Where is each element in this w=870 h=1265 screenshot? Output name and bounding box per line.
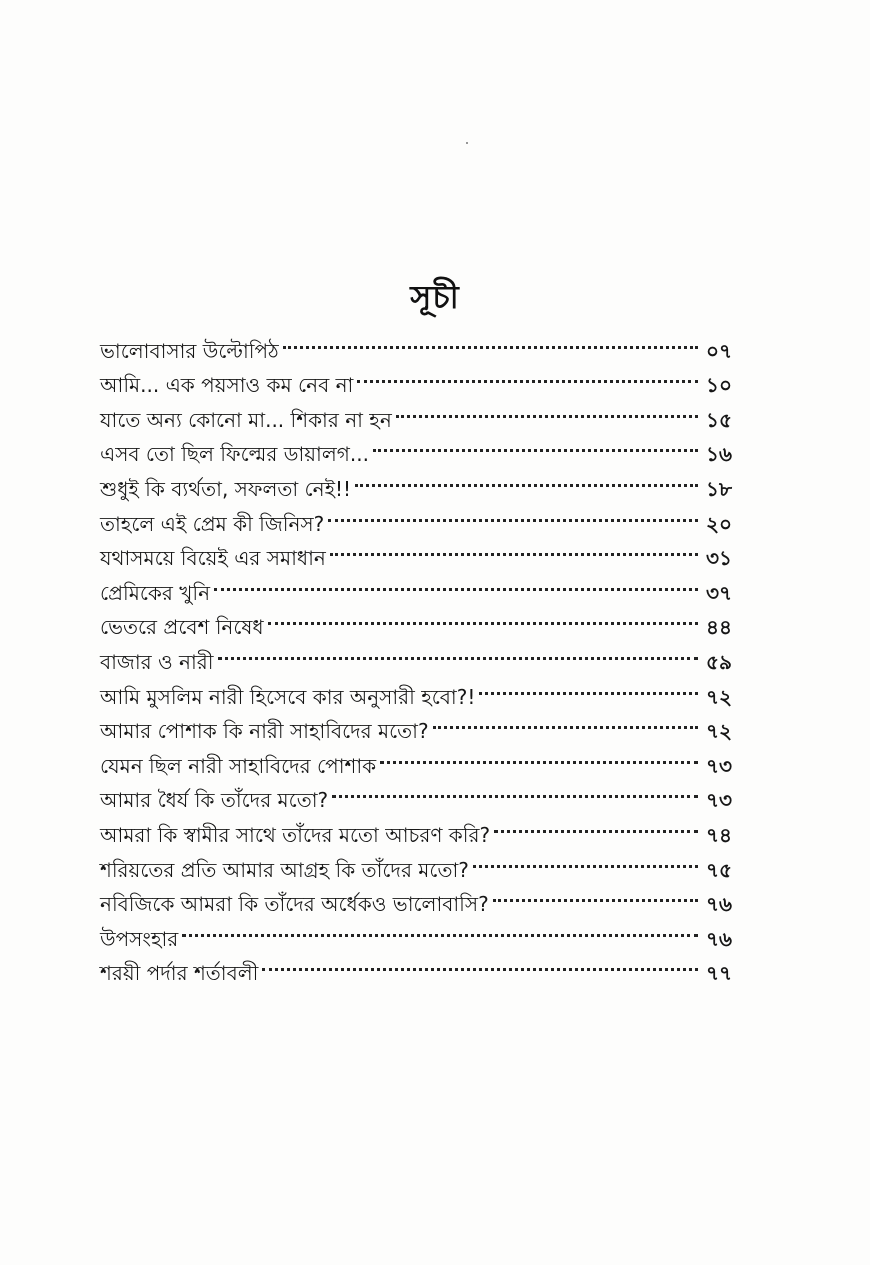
toc-entry-page: ১৫ — [706, 407, 732, 432]
toc-entry-title: আমি... এক পয়সাও কম নেব না — [100, 373, 354, 398]
paper-speck — [466, 142, 468, 144]
dot-leader — [268, 600, 698, 635]
toc-entry-title: আমার ধৈর্য কি তাঁদের মতো? — [100, 788, 329, 813]
toc-entry-page: ০৭ — [705, 338, 732, 363]
toc-entry — [100, 946, 732, 986]
dot-leader — [357, 358, 698, 393]
toc-entry-title: শরিয়তের প্রতি আমার আগ্রহ কি তাঁদের মতো? — [100, 857, 469, 882]
dot-leader — [493, 877, 698, 912]
toc-entry-title: যাতে অন্য কোনো মা... শিকার না হন — [100, 407, 392, 432]
toc-entry-title: ভেতরে প্রবেশ নিষেধ — [100, 615, 264, 640]
contents-heading: সূচী — [410, 278, 460, 316]
toc-entry-title: আমার পোশাক কি নারী সাহাবিদের মতো? — [100, 719, 429, 744]
toc-entry-page: ৭২ — [705, 684, 732, 709]
dot-leader — [330, 531, 698, 566]
table-of-contents — [100, 323, 732, 986]
toc-entry-page: ৭৩ — [705, 753, 732, 778]
toc-entry-title: শুধুই কি ব্যর্থতা, সফলতা নেই!! — [100, 476, 352, 501]
toc-entry-title: বাজার ও নারী — [100, 649, 214, 674]
dot-leader — [373, 427, 698, 462]
dot-leader — [182, 911, 698, 946]
toc-entry-page: ৭৪ — [706, 822, 732, 847]
toc-entry-page: ৭৩ — [705, 788, 732, 813]
dot-leader — [283, 323, 698, 358]
dot-leader — [396, 392, 698, 427]
toc-entry-title: যথাসময়ে বিয়েই এর সমাধান — [100, 546, 326, 571]
dot-leader — [433, 704, 698, 739]
dot-leader — [218, 634, 698, 669]
toc-entry-title: এসব তো ছিল ফিল্মের ডায়ালগ... — [100, 442, 369, 467]
dot-leader — [380, 738, 698, 773]
dot-leader — [494, 807, 698, 842]
dot-leader — [355, 461, 698, 496]
toc-entry-page: ৪৪ — [706, 615, 732, 640]
dot-leader — [473, 842, 698, 877]
toc-entry-title: নবিজিকে আমরা কি তাঁদের অর্ধেকও ভালোবাসি? — [100, 892, 489, 917]
toc-entry-page: ৭৬ — [705, 926, 732, 951]
toc-entry-title: উপসংহার — [100, 926, 179, 951]
toc-entry-page: ৩১ — [706, 546, 732, 571]
toc-entry-page: ৭২ — [705, 719, 732, 744]
dot-leader — [214, 565, 698, 600]
toc-entry — [100, 911, 732, 951]
toc-entry-title: শরয়ী পর্দার শর্তাবলী — [100, 961, 259, 986]
toc-entry-title: ভালোবাসার উল্টোপিঠ — [100, 338, 279, 363]
dot-leader — [332, 773, 698, 808]
dot-leader — [479, 669, 698, 704]
toc-entry-title: আমি মুসলিম নারী হিসেবে কার অনুসারী হবো?! — [100, 684, 476, 709]
toc-entry-page: ২০ — [705, 511, 732, 536]
toc-entry-title: তাহলে এই প্রেম কী জিনিস? — [100, 511, 325, 536]
toc-entry-page: ৭৬ — [705, 892, 732, 917]
toc-entry-page: ৭৭ — [705, 961, 732, 986]
toc-entry-page: ৭৫ — [706, 857, 732, 882]
toc-entry-title: প্রেমিকের খুনি — [100, 580, 211, 605]
toc-entry-title: আমরা কি স্বামীর সাথে তাঁদের মতো আচরণ করি? — [100, 822, 491, 847]
toc-entry-page: ১৬ — [706, 442, 732, 467]
toc-entry-page: ১৮ — [706, 476, 732, 501]
toc-entry-page: ৩৭ — [705, 580, 732, 605]
toc-entry-page: ১০ — [706, 373, 732, 398]
toc-entry-page: ৫৯ — [706, 649, 732, 674]
dot-leader — [262, 946, 698, 981]
toc-entry-title: যেমন ছিল নারী সাহাবিদের পোশাক — [100, 753, 377, 778]
dot-leader — [328, 496, 698, 531]
toc-entry — [100, 323, 732, 363]
